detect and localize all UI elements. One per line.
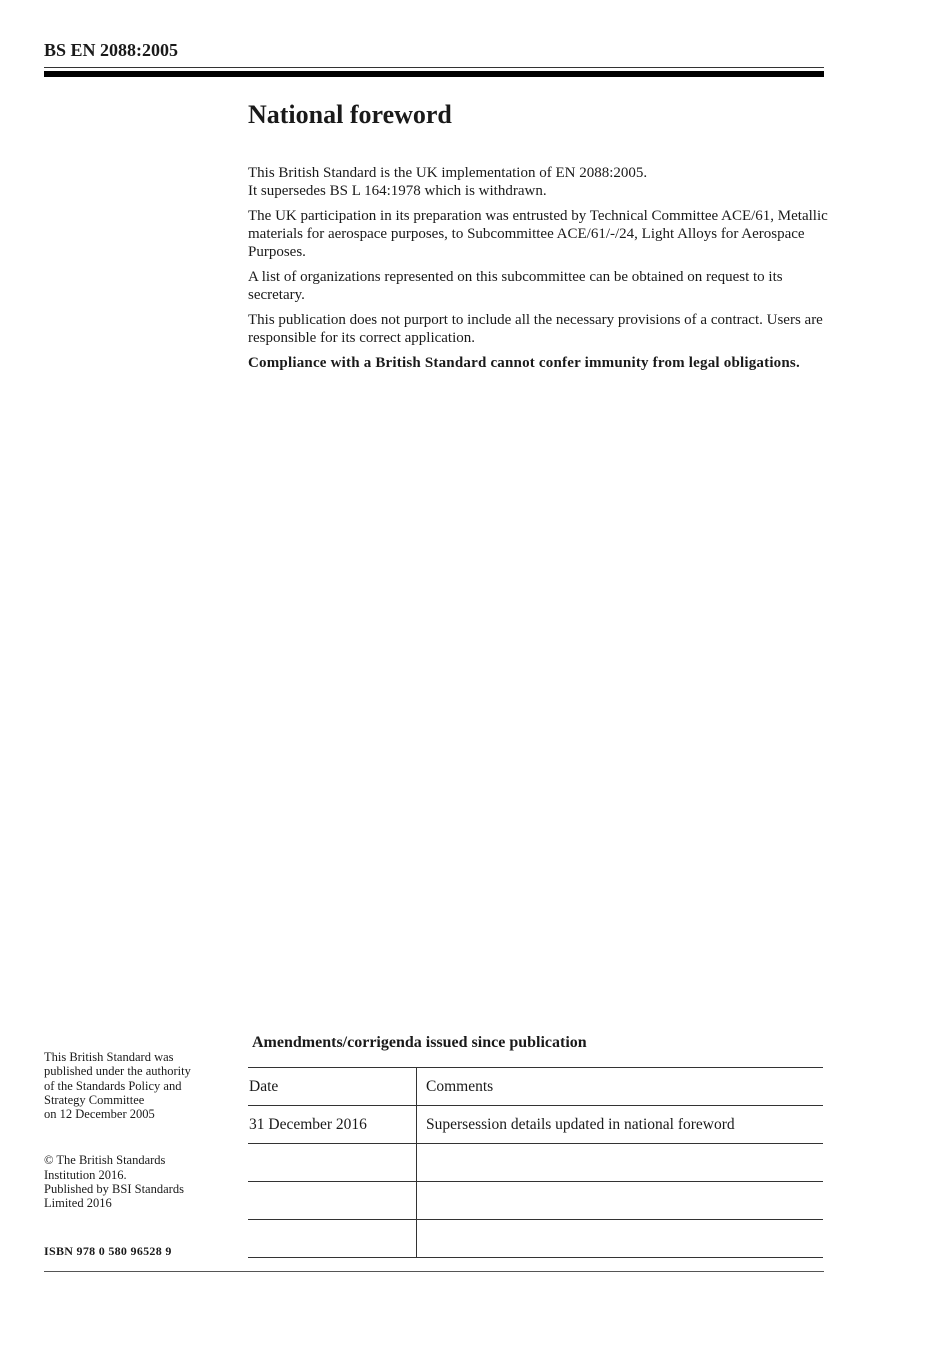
amendment-comment [417,1182,824,1220]
amendment-date [248,1220,417,1258]
date-column-header: Date [248,1068,417,1106]
contract-paragraph: This publication does not purport to include all the necessary provisions of a contract. Users are responsible for its correct application. [248,312,823,346]
authority-line: published under the authority [44,1064,191,1079]
table-header-row [248,1068,823,1106]
header-rule-thick [44,71,824,77]
copyright-line: Limited 2016 [44,1196,112,1211]
amendment-comment [417,1220,824,1258]
table-row [248,1106,823,1144]
authority-line: on 12 December 2005 [44,1107,155,1122]
committee-paragraph: The UK participation in its preparation was entrusted by Technical Committee ACE/61, Metallic materials for aerospace purposes, to Subcommittee ACE/61/-/24, Light Alloys for Aerospace Purposes. [248,208,828,260]
isbn: ISBN 978 0 580 96528 9 [44,1244,172,1258]
implementation-line: This British Standard is the UK implementation of EN 2088:2005. [248,165,648,181]
foreword-paragraph [248,164,828,200]
supersedes-line: It supersedes BS L 164:1978 which is withdrawn. [248,183,547,199]
table-row [248,1220,823,1258]
foreword-body [248,164,828,379]
amendment-date [248,1144,417,1182]
organizations-paragraph: A list of organizations represented on this subcommittee can be obtained on request to its secretary. [248,269,783,303]
amendment-comment: Supersession details updated in national foreword [417,1106,824,1144]
footer-rule [44,1271,824,1272]
document-identifier: BS EN 2088:2005 [44,40,179,60]
amendments-heading: Amendments/corrigenda issued since publication [252,1034,587,1051]
compliance-statement: Compliance with a British Standard cannot confer immunity from legal obligations. [248,355,800,371]
header-rule-thin [44,67,824,68]
comments-column-header: Comments [417,1068,824,1106]
copyright-line: Published by BSI Standards [44,1182,184,1197]
amendment-date: 31 December 2016 [248,1106,417,1144]
amendment-date [248,1182,417,1220]
copyright-line: © The British Standards [44,1153,166,1168]
table-row [248,1182,823,1220]
publication-sidebar [44,1050,229,1211]
page-title: National foreword [248,100,452,129]
authority-line: of the Standards Policy and [44,1078,182,1093]
amendment-comment [417,1144,824,1182]
authority-line: Strategy Committee [44,1092,145,1107]
amendments-table [248,1067,823,1258]
table-row [248,1144,823,1182]
authority-line: This British Standard was [44,1050,174,1064]
copyright-line: Institution 2016. [44,1167,127,1182]
